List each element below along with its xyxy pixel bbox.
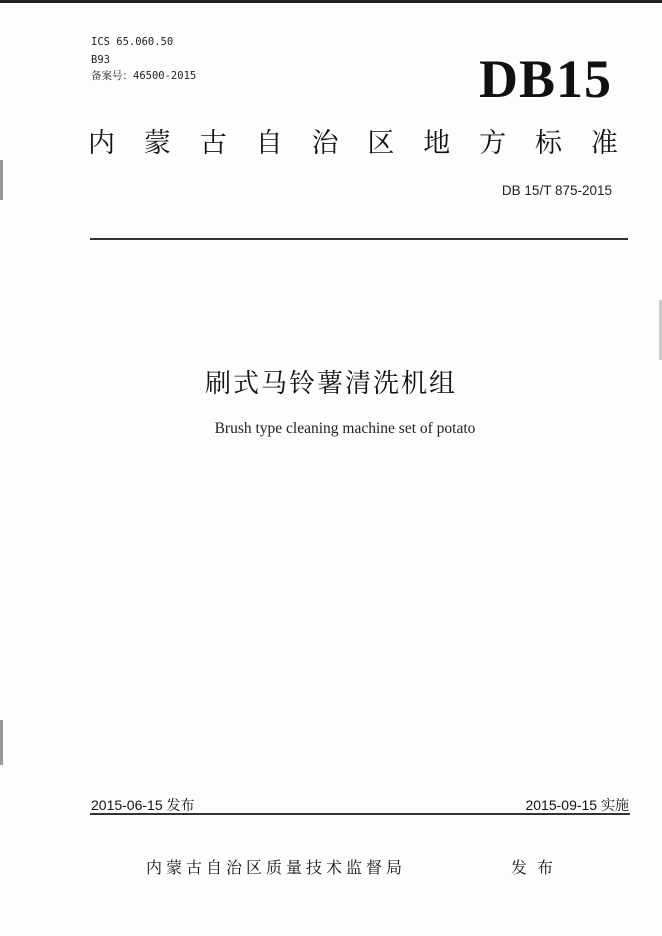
scan-top-border [0, 0, 662, 3]
issue-date: 2015-06-15 发布 [91, 797, 195, 813]
implementation-date: 2015-09-15 实施 [525, 797, 629, 813]
title-chinese: 刷式马铃薯清洗机组 [204, 369, 457, 399]
scan-edge-mark [0, 720, 3, 765]
ics-code: ICS 65.060.50 [91, 36, 174, 48]
footer-divider [90, 813, 630, 815]
standard-type-char: 标 [535, 128, 562, 159]
header-divider [90, 238, 628, 240]
standard-type-char: 区 [367, 128, 395, 159]
issuing-authority: 内蒙古自治区质量技术监督局 [146, 858, 407, 877]
standard-type-char: 古 [199, 128, 227, 159]
standard-type-heading [88, 130, 618, 157]
db15-logo: DB15 [478, 49, 612, 109]
classification-code: B93 [91, 54, 110, 66]
standard-type-char: 内 [88, 128, 115, 159]
standard-type-char: 治 [311, 128, 339, 159]
scan-edge-mark [0, 160, 3, 200]
record-number: 备案号：46500-2015 [91, 70, 197, 82]
title-english: Brush type cleaning machine set of potato [214, 420, 476, 437]
standard-type-char: 准 [590, 128, 618, 159]
standard-type-char: 自 [255, 128, 283, 159]
issue-label: 发布 [511, 858, 564, 877]
standard-type-char: 蒙 [143, 128, 171, 159]
standard-type-char: 方 [479, 128, 507, 159]
standard-type-char: 地 [423, 128, 451, 159]
standard-number: DB 15/T 875-2015 [501, 183, 612, 198]
